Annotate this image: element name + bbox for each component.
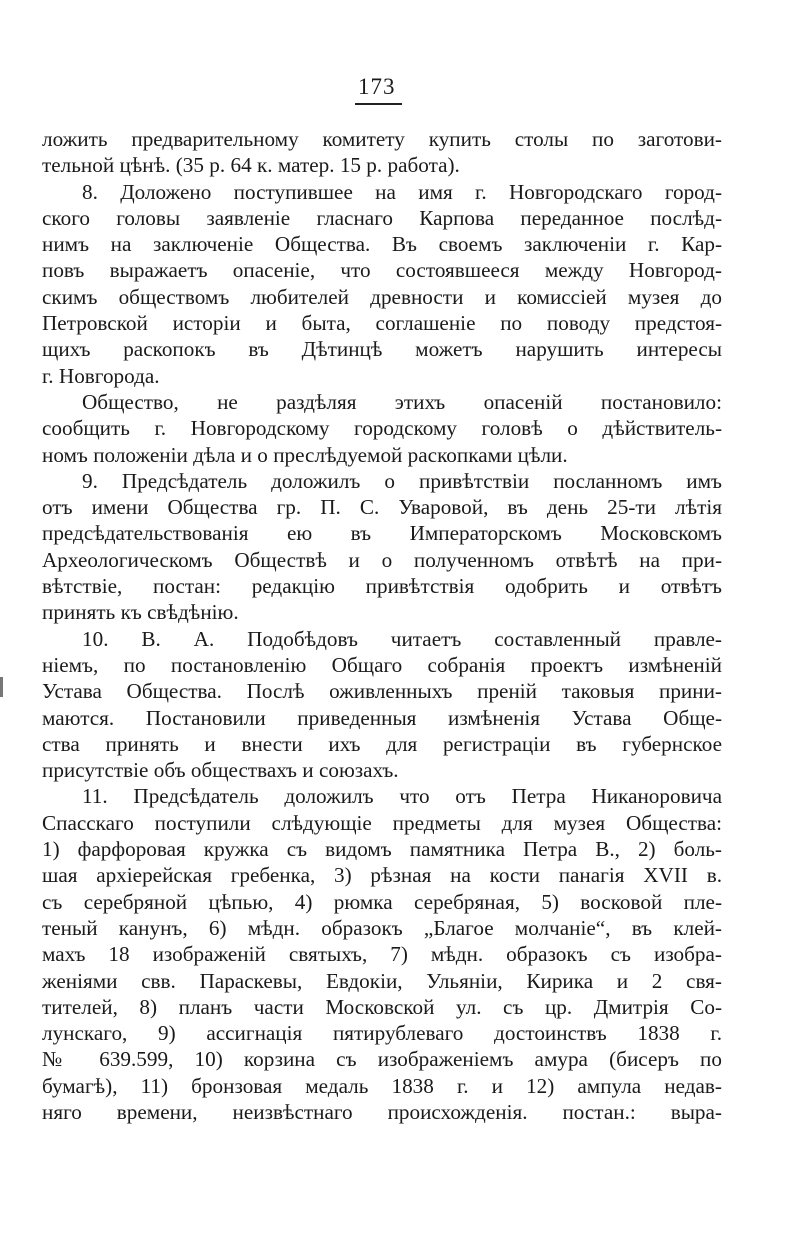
paragraph-item-11 (42, 783, 722, 1125)
text-line: ніемъ, по постановленію Общаго собранія проектъ измѣненій (42, 652, 722, 677)
text-line: маются. Постановили приведенныя измѣненія Устава Обще- (42, 705, 722, 730)
text-line: номъ положеніи дѣла и о преслѣдуемой раскопками цѣли. (42, 442, 568, 467)
text-line: принять къ свѣдѣнію. (42, 600, 239, 625)
text-line: щихъ раскопокъ въ Дѣтинцѣ можетъ нарушить интересы (42, 337, 722, 362)
text-line: г. Новгорода. (42, 363, 160, 388)
text-line: ства принять и внести ихъ для регистраціи въ губернское (42, 731, 722, 756)
text-line: Устава Общества. Послѣ оживленныхъ преній таковыя прини- (42, 679, 722, 704)
text-line: махъ 18 изображеній святыхъ, 7) мѣдн. образокъ съ изобра- (42, 942, 722, 967)
text-line: № 639.599, 10) корзина съ изображеніемъ амура (бисеръ по (42, 1047, 722, 1072)
paragraph-item-9 (42, 468, 722, 626)
text-line: съ серебряной цѣпью, 4) рюмка серебряная, 5) восковой пле- (42, 889, 722, 914)
text-line: ского головы заявленіе гласнаго Карпова переданное послѣд- (42, 205, 722, 230)
text-line: лунскаго, 9) ассигнація пятирублеваго достоинствъ 1838 г. (42, 1021, 722, 1046)
body-text (42, 126, 722, 1125)
text-line: отъ имени Общества гр. П. С. Уваровой, въ день 25-ти лѣтія (42, 495, 722, 520)
text-line: теный канунъ, 6) мѣдн. образокъ „Благое молчаніе“, въ клей- (42, 915, 722, 940)
text-line: повъ выражаетъ опасеніе, что состоявшееся между Новгород- (42, 258, 722, 283)
text-line: вѣтствіе, постан: редакцію привѣтствія одобрить и отвѣтъ (42, 574, 722, 599)
text-line: сообщить г. Новгородскому городскому головѣ о дѣйствитель- (42, 416, 722, 441)
text-line: тителей, 8) планъ части Московской ул. съ цр. Дмитрія Со- (42, 994, 722, 1019)
paragraph-item-8 (42, 179, 722, 389)
text-line: Общество, не раздѣляя этихъ опасеній постановило: (82, 389, 722, 414)
text-line: 11. Предсѣдатель доложилъ что отъ Петра Никаноровича (82, 784, 722, 809)
text-line: присутствіе объ обществахъ и союзахъ. (42, 758, 399, 783)
margin-mark (0, 677, 3, 697)
text-line: 1) фарфоровая кружка съ видомъ памятника Петра В., 2) боль- (42, 837, 722, 862)
text-line: 8. Доложено поступившее на имя г. Новгородскаго город- (82, 179, 722, 204)
paragraph-continuation (42, 126, 722, 179)
text-line: Археологическомъ Обществѣ и о полученномъ отвѣтѣ на при- (42, 547, 722, 572)
text-line: бумагѣ), 11) бронзовая медаль 1838 г. и 12) ампула недав- (42, 1073, 722, 1098)
page-number: 173 (358, 74, 396, 99)
text-line: женіями свв. Параскевы, Евдокіи, Ульяніи, Кирика и 2 свя- (42, 968, 722, 993)
text-line: 10. В. А. Подобѣдовъ читаетъ составленный правле- (82, 626, 722, 651)
text-line: Спасскаго поступили слѣдующіе предметы для музея Общества: (42, 810, 722, 835)
text-line: шая архіерейская гребенка, 3) рѣзная на кости панагія XVII в. (42, 863, 722, 888)
text-line: тельной цѣнѣ. (35 р. 64 к. матер. 15 р. работа). (42, 153, 460, 178)
text-line: Петровской исторіи и быта, соглашеніе по поводу предстоя- (42, 311, 722, 336)
text-line: 9. Предсѣдатель доложилъ о привѣтствіи посланномъ имъ (82, 468, 722, 493)
text-line: ложить предварительному комитету купить столы по заготови- (42, 127, 722, 151)
page-number-underline (355, 103, 402, 105)
text-line: предсѣдательствованія ею въ Императорскомъ Московскомъ (42, 521, 722, 546)
text-line: скимъ обществомъ любителей древности и комиссіей музея до (42, 284, 722, 309)
text-line: нимъ на заключеніе Общества. Въ своемъ заключеніи г. Кар- (42, 232, 722, 257)
text-line: няго времени, неизвѣстнаго происхожденія. постан.: выра- (42, 1099, 722, 1124)
paragraph-item-10 (42, 626, 722, 784)
paragraph-resolution (42, 389, 722, 468)
